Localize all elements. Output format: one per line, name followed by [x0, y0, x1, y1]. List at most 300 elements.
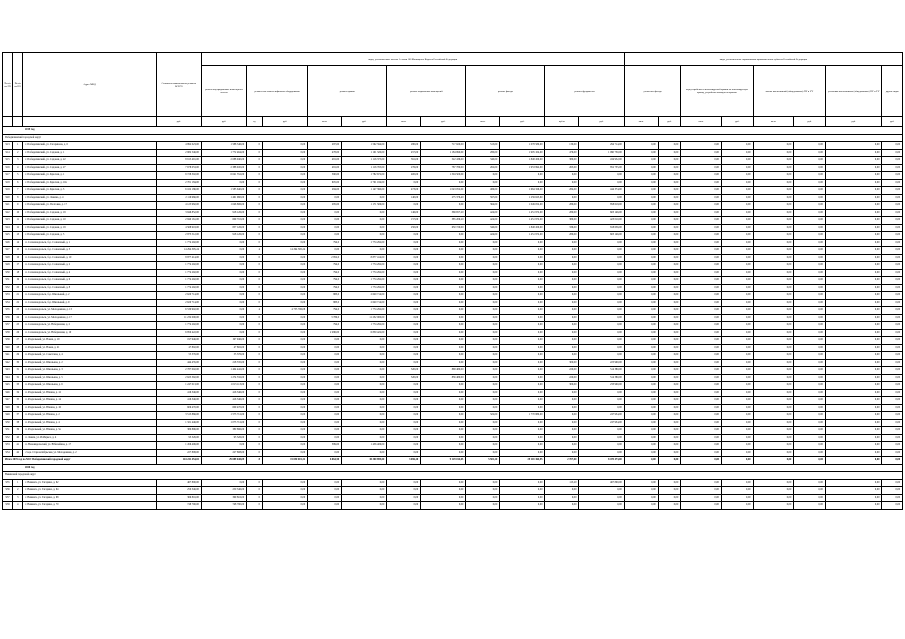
row-value: 300,00 — [545, 359, 579, 367]
row-value: 0,00 — [624, 352, 658, 360]
row-value: 0,00 — [500, 479, 545, 487]
row-value: 0,00 — [825, 269, 882, 277]
row-value: 0,00 — [308, 194, 342, 202]
row-number-no: 18 — [13, 269, 23, 277]
row-value: 0,00 — [579, 247, 624, 255]
row-value: 0,00 — [721, 149, 753, 157]
row-value: 0 — [247, 284, 263, 292]
row-value: 6 162 186,00 — [156, 187, 201, 195]
row-value: 2 620 714,00 — [342, 292, 387, 300]
row-value: 0,00 — [262, 299, 307, 307]
row-value: 0,00 — [466, 487, 500, 495]
row-value: 0,00 — [658, 277, 681, 285]
row-number-no: 4 — [13, 502, 23, 510]
row-value: 0,00 — [262, 172, 307, 180]
row-value: 0,00 — [387, 247, 421, 255]
row-value: 0,00 — [825, 359, 882, 367]
row-value: 0,00 — [342, 419, 387, 427]
row-value: 0 — [247, 322, 263, 330]
row-value: 0,00 — [342, 359, 387, 367]
row-value: 0,00 — [466, 344, 500, 352]
subtotal-value: 5 581,20 — [466, 457, 500, 465]
row-value: 0,00 — [882, 187, 903, 195]
row-value: 515,00 — [466, 142, 500, 150]
row-value: 1 461 960,00 — [201, 194, 246, 202]
row-value: 0,00 — [753, 337, 794, 345]
row-value: 0,00 — [753, 254, 794, 262]
row-value: 0,00 — [753, 442, 794, 450]
row-value: 0,00 — [466, 172, 500, 180]
row-value: 0,00 — [624, 247, 658, 255]
row-value: 0,00 — [387, 344, 421, 352]
row-value: 0,00 — [753, 284, 794, 292]
row-value: 416 346,00 — [156, 397, 201, 405]
row-value: 0,00 — [500, 382, 545, 390]
row-value: 0,00 — [794, 314, 826, 322]
table-row — [3, 367, 903, 375]
row-value: 0,00 — [681, 434, 722, 442]
row-value: 0 — [247, 269, 263, 277]
row-number-no: 32 — [13, 374, 23, 382]
row-value: 0,00 — [421, 442, 466, 450]
row-number-rp: 922 — [3, 209, 13, 217]
row-value: 0,00 — [681, 427, 722, 435]
row-number-no: 22 — [13, 299, 23, 307]
row-value: 0,00 — [262, 337, 307, 345]
row-value: 0,00 — [262, 494, 307, 502]
table-row — [3, 172, 903, 180]
row-value: 0,00 — [681, 374, 722, 382]
row-value: 0,00 — [794, 449, 826, 457]
row-value: 0,00 — [681, 352, 722, 360]
row-value: 0,00 — [387, 322, 421, 330]
row-value: 0,00 — [421, 179, 466, 187]
row-value: 0,00 — [825, 374, 882, 382]
row-number-rp: 941 — [3, 352, 13, 360]
row-value: 47 802,00 — [156, 344, 201, 352]
row-value: 0,00 — [262, 224, 307, 232]
row-value: 0,00 — [421, 307, 466, 315]
row-value: 481,00 — [308, 164, 342, 172]
row-value: 473,00 — [387, 187, 421, 195]
table-row — [3, 292, 903, 300]
row-value: 0,00 — [421, 494, 466, 502]
row-value: 0,00 — [500, 269, 545, 277]
row-value: 0,00 — [201, 314, 246, 322]
row-value: 197 946,00 — [201, 337, 246, 345]
row-value: 220,00 — [545, 367, 579, 375]
row-value: 0,00 — [753, 322, 794, 330]
row-value: 6 041 552,00 — [201, 172, 246, 180]
row-number-no: 27 — [13, 337, 23, 345]
col-header-total-cost: Стоимость капитального ремонта ВСЕГО — [156, 53, 201, 117]
row-value: 0,00 — [681, 337, 722, 345]
group-header-subject: виды, установленные нормативным правовым актом субъекта Российской Федерации — [624, 53, 902, 66]
row-value: 0,00 — [658, 374, 681, 382]
row-value: 0,00 — [308, 487, 342, 495]
row-value: 0,00 — [681, 157, 722, 165]
row-value: 0,00 — [681, 502, 722, 510]
row-value: 0,00 — [882, 299, 903, 307]
row-value: 0,00 — [681, 404, 722, 412]
row-value: 1 304 500,00 — [421, 172, 466, 180]
row-value: 0,00 — [624, 217, 658, 225]
row-value: 0,00 — [882, 277, 903, 285]
year-row-2-label: 2020 год — [3, 464, 903, 472]
row-value: 0,00 — [794, 277, 826, 285]
row-value: 0,00 — [421, 299, 466, 307]
row-value: 0,00 — [466, 419, 500, 427]
row-value: 0,00 — [882, 314, 903, 322]
row-value: 0,00 — [753, 179, 794, 187]
row-value: 0,00 — [753, 419, 794, 427]
year-row — [3, 127, 903, 135]
row-value: 0,00 — [579, 494, 624, 502]
row-value: 0,00 — [387, 359, 421, 367]
row-value: 0,00 — [658, 382, 681, 390]
row-value: 1 588 546,00 — [201, 142, 246, 150]
row-value: 8 915 491,00 — [156, 157, 201, 165]
row-value: 0,00 — [794, 359, 826, 367]
row-value: 0,00 — [624, 329, 658, 337]
row-number-rp: 916 — [3, 164, 13, 172]
row-value: 2 286,00 — [308, 329, 342, 337]
row-value: 0,00 — [262, 479, 307, 487]
row-value: 0,00 — [882, 254, 903, 262]
row-value: 0,00 — [262, 344, 307, 352]
row-value: 1 116 375,00 — [342, 157, 387, 165]
year-row-label: 2019 год — [3, 127, 903, 135]
row-value: 0,00 — [825, 449, 882, 457]
row-value: 0,00 — [658, 449, 681, 457]
row-value: 1 259 625,60 — [500, 194, 545, 202]
row-value: 1 404 442,00 — [201, 367, 246, 375]
row-address: г. Победилинский, ул. Ленина, д. 4 — [23, 194, 156, 202]
row-number-rp: 934 — [3, 299, 13, 307]
year-row-2 — [3, 464, 903, 472]
row-value: 0,00 — [624, 172, 658, 180]
row-value: 0,00 — [753, 239, 794, 247]
row-value: 0,00 — [721, 359, 753, 367]
row-value: 2 787 002,00 — [156, 367, 201, 375]
row-address: п. Солнечнодольск, б-р. Школьный, д. 2 — [23, 292, 156, 300]
row-value: 0 — [247, 299, 263, 307]
row-value: 0,00 — [579, 337, 624, 345]
subtotal-value: 6 064,50 — [308, 457, 342, 465]
table-row — [3, 179, 903, 187]
row-value: 0,00 — [825, 239, 882, 247]
row-number-no: 41 — [13, 442, 23, 450]
row-value: 0,00 — [825, 232, 882, 240]
row-value: 0,00 — [825, 157, 882, 165]
sub-header-insulation: утепление фасада — [624, 66, 681, 117]
row-value: 0,00 — [624, 494, 658, 502]
row-value: 0,00 — [721, 179, 753, 187]
row-value: 0,00 — [753, 217, 794, 225]
row-value: 1 774 292,00 — [156, 277, 201, 285]
row-value: 0,00 — [882, 149, 903, 157]
row-value: 3 515 866,00 — [156, 412, 201, 420]
row-value: 0,00 — [794, 142, 826, 150]
row-value: 0,00 — [262, 389, 307, 397]
row-value: 0,00 — [753, 427, 794, 435]
row-value: 0,00 — [624, 307, 658, 315]
row-value: 0,00 — [753, 412, 794, 420]
subtotal-value: 8 470 473,00 — [579, 457, 624, 465]
row-number-no: 33 — [13, 382, 23, 390]
row-value: 2 701 184,00 — [342, 179, 387, 187]
row-address: п. Солнечнодольск, ул. Набережная, д. 2 — [23, 322, 156, 330]
row-number-rp: 948 — [3, 404, 13, 412]
row-value: 0,00 — [624, 344, 658, 352]
row-value: 0,00 — [308, 217, 342, 225]
sub-header-engineering: ремонт внутридомовых инженерных систем — [201, 66, 246, 117]
row-value: 0,00 — [882, 479, 903, 487]
row-address: г. Невинск, ул. Гагарина, д. 70 — [23, 502, 156, 510]
subtotal-value: 144 241 454,02 — [156, 457, 201, 465]
row-value: 0,00 — [421, 449, 466, 457]
table-header — [3, 53, 903, 127]
row-value: 0,00 — [721, 419, 753, 427]
row-value: 0,00 — [658, 307, 681, 315]
row-value: 0 — [247, 194, 263, 202]
row-value: 0,00 — [466, 442, 500, 450]
row-value: 0,00 — [882, 269, 903, 277]
row-value: 0,00 — [201, 292, 246, 300]
row-address: п. Раздольный, ул. Южная, д. 16 — [23, 404, 156, 412]
row-value: 0,00 — [545, 194, 579, 202]
row-number-rp: 915 — [3, 157, 13, 165]
row-value: 2 873 512,00 — [156, 232, 201, 240]
row-value: 0,00 — [262, 179, 307, 187]
sub-header-roof: ремонт крыши — [308, 66, 387, 117]
row-value: 0,00 — [624, 277, 658, 285]
table-row — [3, 412, 903, 420]
row-value: 0,00 — [308, 344, 342, 352]
row-address: п. Раздольный, ул. Южная, д. 12 — [23, 389, 156, 397]
row-value: 609 470,00 — [201, 404, 246, 412]
row-value: 0,00 — [721, 329, 753, 337]
row-value: 0,00 — [794, 284, 826, 292]
row-value: 0,00 — [753, 157, 794, 165]
row-value: 0,00 — [342, 344, 387, 352]
row-number-rp: 926 — [3, 239, 13, 247]
table-row — [3, 352, 903, 360]
row-value: 1 664 326,00 — [500, 187, 545, 195]
row-value: 0,00 — [658, 494, 681, 502]
row-number-rp: 923 — [3, 217, 13, 225]
row-value: 0 — [247, 179, 263, 187]
row-value: 0,00 — [721, 434, 753, 442]
row-value: 0,00 — [579, 314, 624, 322]
row-value: 0,00 — [308, 404, 342, 412]
row-number-rp: 928 — [3, 254, 13, 262]
row-value: 818 656,00 — [579, 224, 624, 232]
row-value: 0,00 — [753, 367, 794, 375]
row-value: 0,00 — [681, 299, 722, 307]
row-value: 0 — [247, 277, 263, 285]
row-value: 0,00 — [794, 239, 826, 247]
row-value: 0,00 — [624, 284, 658, 292]
row-value: 0 — [247, 217, 263, 225]
row-value: 0,00 — [500, 434, 545, 442]
row-value: 0 — [247, 149, 263, 157]
row-value: 0,00 — [825, 389, 882, 397]
table-row — [3, 487, 903, 495]
row-value: 6 530 902,00 — [156, 307, 201, 315]
row-value: 0,00 — [794, 179, 826, 187]
row-value: 0 — [247, 329, 263, 337]
row-value: 0,00 — [658, 142, 681, 150]
row-value: 0,00 — [466, 254, 500, 262]
row-value: 8 877 414,00 — [342, 254, 387, 262]
row-value: 0,00 — [500, 314, 545, 322]
row-value: 0,00 — [466, 299, 500, 307]
row-address: п. Раздольный, ул. Школьная, д. 5 — [23, 374, 156, 382]
row-value: 0,00 — [721, 479, 753, 487]
row-value: 0,00 — [681, 142, 722, 150]
table-row — [3, 269, 903, 277]
row-value: 0,00 — [794, 209, 826, 217]
row-value: 0,00 — [658, 172, 681, 180]
row-value: 0,00 — [882, 284, 903, 292]
row-value: 1 774 292,00 — [342, 284, 387, 292]
row-value: 130,00 — [545, 142, 579, 150]
row-value: 0,00 — [882, 344, 903, 352]
row-value: 0,00 — [308, 232, 342, 240]
row-value: 0,00 — [794, 389, 826, 397]
row-value: 1 774 292,00 — [156, 269, 201, 277]
row-value: 0,00 — [342, 247, 387, 255]
row-value: 0 — [247, 494, 263, 502]
table-row — [3, 217, 903, 225]
row-number-rp: 918 — [3, 179, 13, 187]
row-value: 0,00 — [794, 479, 826, 487]
row-value: 0,00 — [825, 277, 882, 285]
row-value: 0,00 — [794, 502, 826, 510]
row-value: 0,00 — [882, 449, 903, 457]
row-value: 0,00 — [624, 164, 658, 172]
row-value: 0,00 — [262, 322, 307, 330]
row-value: 1 013 113,00 — [201, 382, 246, 390]
row-value: 0,00 — [387, 412, 421, 420]
row-address: г. Победилинский, ул. Садовая, д. 1 — [23, 149, 156, 157]
row-value: 0 — [247, 487, 263, 495]
row-address: п. Солнечнодольск, ул. Молодежная, д. 13 — [23, 307, 156, 315]
table-row — [3, 299, 903, 307]
row-value: 0,00 — [387, 427, 421, 435]
row-value: 0,00 — [545, 404, 579, 412]
row-number-no: 8 — [13, 194, 23, 202]
row-value: 0,00 — [262, 202, 307, 210]
row-value: 233 900,00 — [579, 382, 624, 390]
subtotal-value: 2 707,00 — [545, 457, 579, 465]
row-number-rp: 917 — [3, 172, 13, 180]
row-value: 0,00 — [466, 329, 500, 337]
unit-cell: руб. — [794, 117, 826, 127]
row-value: 0,00 — [500, 329, 545, 337]
row-address: п. Новоивдольский, ул. Юбилейная, д. 17 — [23, 442, 156, 450]
row-value: 1 592 594,00 — [342, 142, 387, 150]
row-value: 275 376,40 — [421, 194, 466, 202]
row-value: 0,00 — [721, 187, 753, 195]
row-value: 0,00 — [308, 449, 342, 457]
row-number-rp: 925 — [3, 232, 13, 240]
row-value: 0,00 — [658, 404, 681, 412]
unit-cell: руб. — [579, 117, 624, 127]
row-value: 0,00 — [721, 442, 753, 450]
row-value: 0,00 — [262, 277, 307, 285]
row-value: 0 — [247, 412, 263, 420]
row-value: 0,00 — [421, 479, 466, 487]
row-value: 0 — [247, 449, 263, 457]
row-number-no: 39 — [13, 427, 23, 435]
row-value: 0,00 — [624, 502, 658, 510]
row-value: 0,00 — [308, 502, 342, 510]
row-value: 4 568 918,00 — [156, 224, 201, 232]
row-value: 146,00 — [387, 209, 421, 217]
row-value: 0,00 — [421, 314, 466, 322]
capital-repair-table — [2, 52, 903, 510]
row-value: 0,00 — [500, 254, 545, 262]
row-value: 0,00 — [421, 382, 466, 390]
row-value: 0,00 — [658, 194, 681, 202]
row-value: 0,00 — [262, 449, 307, 457]
row-value: 0,00 — [681, 202, 722, 210]
row-value: 0,00 — [721, 487, 753, 495]
row-value: 0,00 — [545, 247, 579, 255]
row-value: 2 852,0 — [308, 254, 342, 262]
row-value: 0,00 — [545, 449, 579, 457]
row-value: 0,00 — [342, 434, 387, 442]
row-value: 0,00 — [545, 412, 579, 420]
row-value: 0,00 — [681, 217, 722, 225]
row-value: 0,00 — [721, 374, 753, 382]
row-value: 0,00 — [545, 329, 579, 337]
row-value: 0,00 — [624, 434, 658, 442]
row-value: 0,00 — [794, 322, 826, 330]
row-value: 1 774 292,00 — [156, 262, 201, 270]
row-value: 0,00 — [794, 442, 826, 450]
row-value: 0,00 — [753, 292, 794, 300]
row-value: 0,00 — [721, 262, 753, 270]
row-value: 0,00 — [882, 502, 903, 510]
sub-header-other: другие виды — [882, 66, 903, 117]
row-value: 247 934,00 — [579, 419, 624, 427]
row-value: 380,00 — [545, 217, 579, 225]
row-value: 0,00 — [262, 419, 307, 427]
row-value: 0,00 — [825, 217, 882, 225]
row-value: 0,00 — [579, 427, 624, 435]
row-value: 0,00 — [262, 329, 307, 337]
row-value: 6 850 422,00 — [342, 329, 387, 337]
row-value: 0,00 — [721, 269, 753, 277]
row-value: 0,00 — [658, 247, 681, 255]
row-value: 0,00 — [387, 352, 421, 360]
row-value: 0,00 — [721, 307, 753, 315]
row-value: 0,00 — [500, 389, 545, 397]
row-value: 787 780,00 — [421, 164, 466, 172]
row-value: 0,00 — [658, 434, 681, 442]
row-value: 4 125 982,00 — [156, 202, 201, 210]
row-value: 0,00 — [681, 419, 722, 427]
row-value: 0,00 — [262, 502, 307, 510]
row-value: 1 905 104,00 — [500, 149, 545, 157]
row-address: п. Солнечнодольск, б-р. Солнечный, д. 4 — [23, 269, 156, 277]
row-value: 0,00 — [308, 494, 342, 502]
row-value: 0,00 — [624, 374, 658, 382]
row-number-rp: 949 — [3, 412, 13, 420]
